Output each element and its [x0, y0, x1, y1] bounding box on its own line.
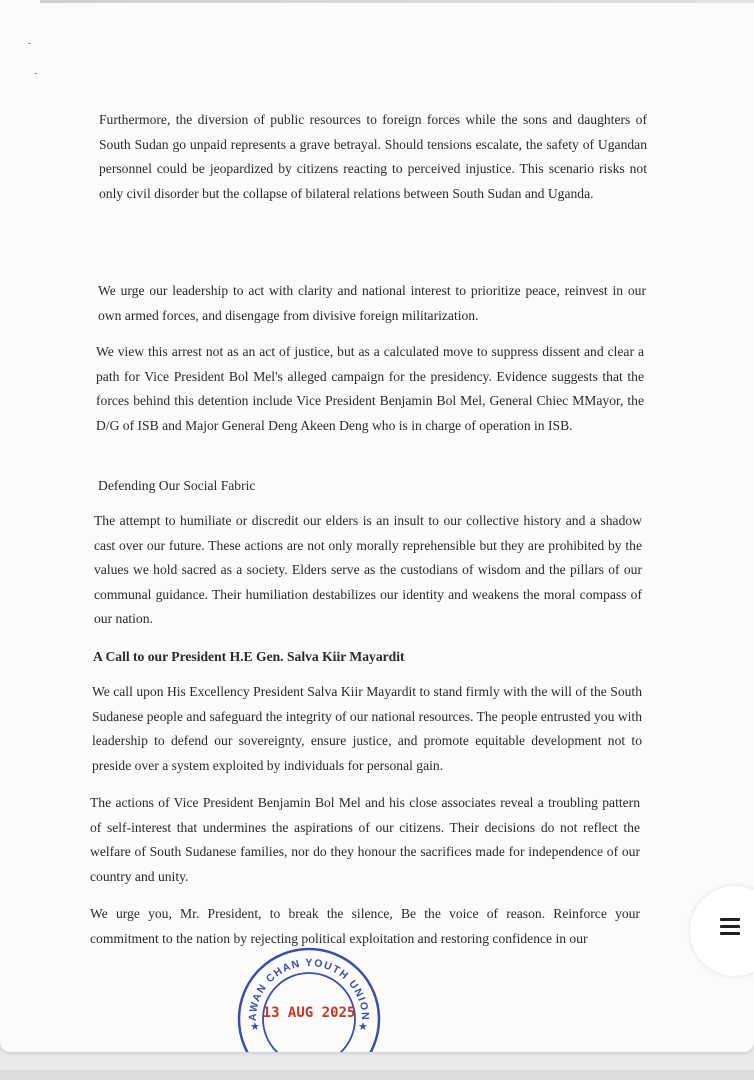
page-top-edge [40, 0, 754, 3]
paragraph-break-silence: We urge you, Mr. President, to break the silence, Be the voice of reason. Reinforce your commitment to the nation by rejecting political exploitation and restoring confidence in our [90, 906, 640, 946]
paragraph-foreign-forces: Furthermore, the diversion of public resources to foreign forces while the sons and daughters of South Sudan go unpaid represents a grave betrayal. Should tensions escalate, the safety of Ugandan personnel could be jeopardized by citizens reacting to perceived injustice. This scenario risks not only civil disorder but the collapse of bilateral relations between South Sudan and Uganda. [99, 112, 647, 201]
paragraph-elders: The attempt to humiliate or discredit our elders is an insult to our collective history and a shadow cast over our future. These actions are not only morally reprehensible but they are prohibited by the values we hold sacred as a society. Elders serve as the custodians of wisdom and the pillars of our communal guidance. Their humiliation destabilizes our identity and weakens the moral compass of our nation. [94, 513, 642, 627]
heading-call-to-president: A Call to our President H.E Gen. Salva Kiir Mayardit [93, 649, 405, 664]
star-icon: ★ [358, 1021, 368, 1033]
scan-speck [28, 43, 31, 44]
heading-social-fabric: Defending Our Social Fabric [98, 478, 256, 493]
scan-speck [34, 73, 37, 74]
stamp-organization: AWAN CHAN YOUTH UNION [246, 956, 372, 1022]
paragraph-vice-president-actions: The actions of Vice President Benjamin Bol Mel and his close associates reveal a troubling pattern of self-interest that undermines the aspirations of our citizens. Their decisions do not reflect the welfare of South Sudanese families, nor do they honour the sacrifices made for independence of our country and unity. [90, 795, 640, 884]
paragraph-arrest: We view this arrest not as an act of justice, but as a calculated move to suppress dissent and clear a path for Vice President Bol Mel's alleged campaign for the presidency. Evidence suggests that the forces behind this detention include Vice President Benjamin Bol Mel, General Chiec MMayor, the D/G of ISB and Major General Deng Akeen Deng who is in charge of operation in ISB. [96, 344, 644, 433]
union-stamp [234, 944, 384, 1052]
viewer-bottom-bar [0, 1070, 754, 1080]
paragraph-urge-leadership: We urge our leadership to act with clarity and national interest to prioritize peace, reinvest in our own armed forces, and disengage from divisive foreign militarization. [98, 283, 646, 323]
hamburger-menu-icon [720, 918, 740, 938]
paragraph-call-upon: We call upon His Excellency President Salva Kiir Mayardit to stand firmly with the will of the South Sudanese people and safeguard the integrity of our national resources. The people entrusted you with leadership to defend our sovereignty, ensure justice, and promote equitable development not to preside over a system exploited by individuals for personal gain. [92, 684, 642, 773]
stamp-date: 13 AUG 2025 [262, 1005, 356, 1021]
star-icon: ★ [250, 1021, 260, 1033]
